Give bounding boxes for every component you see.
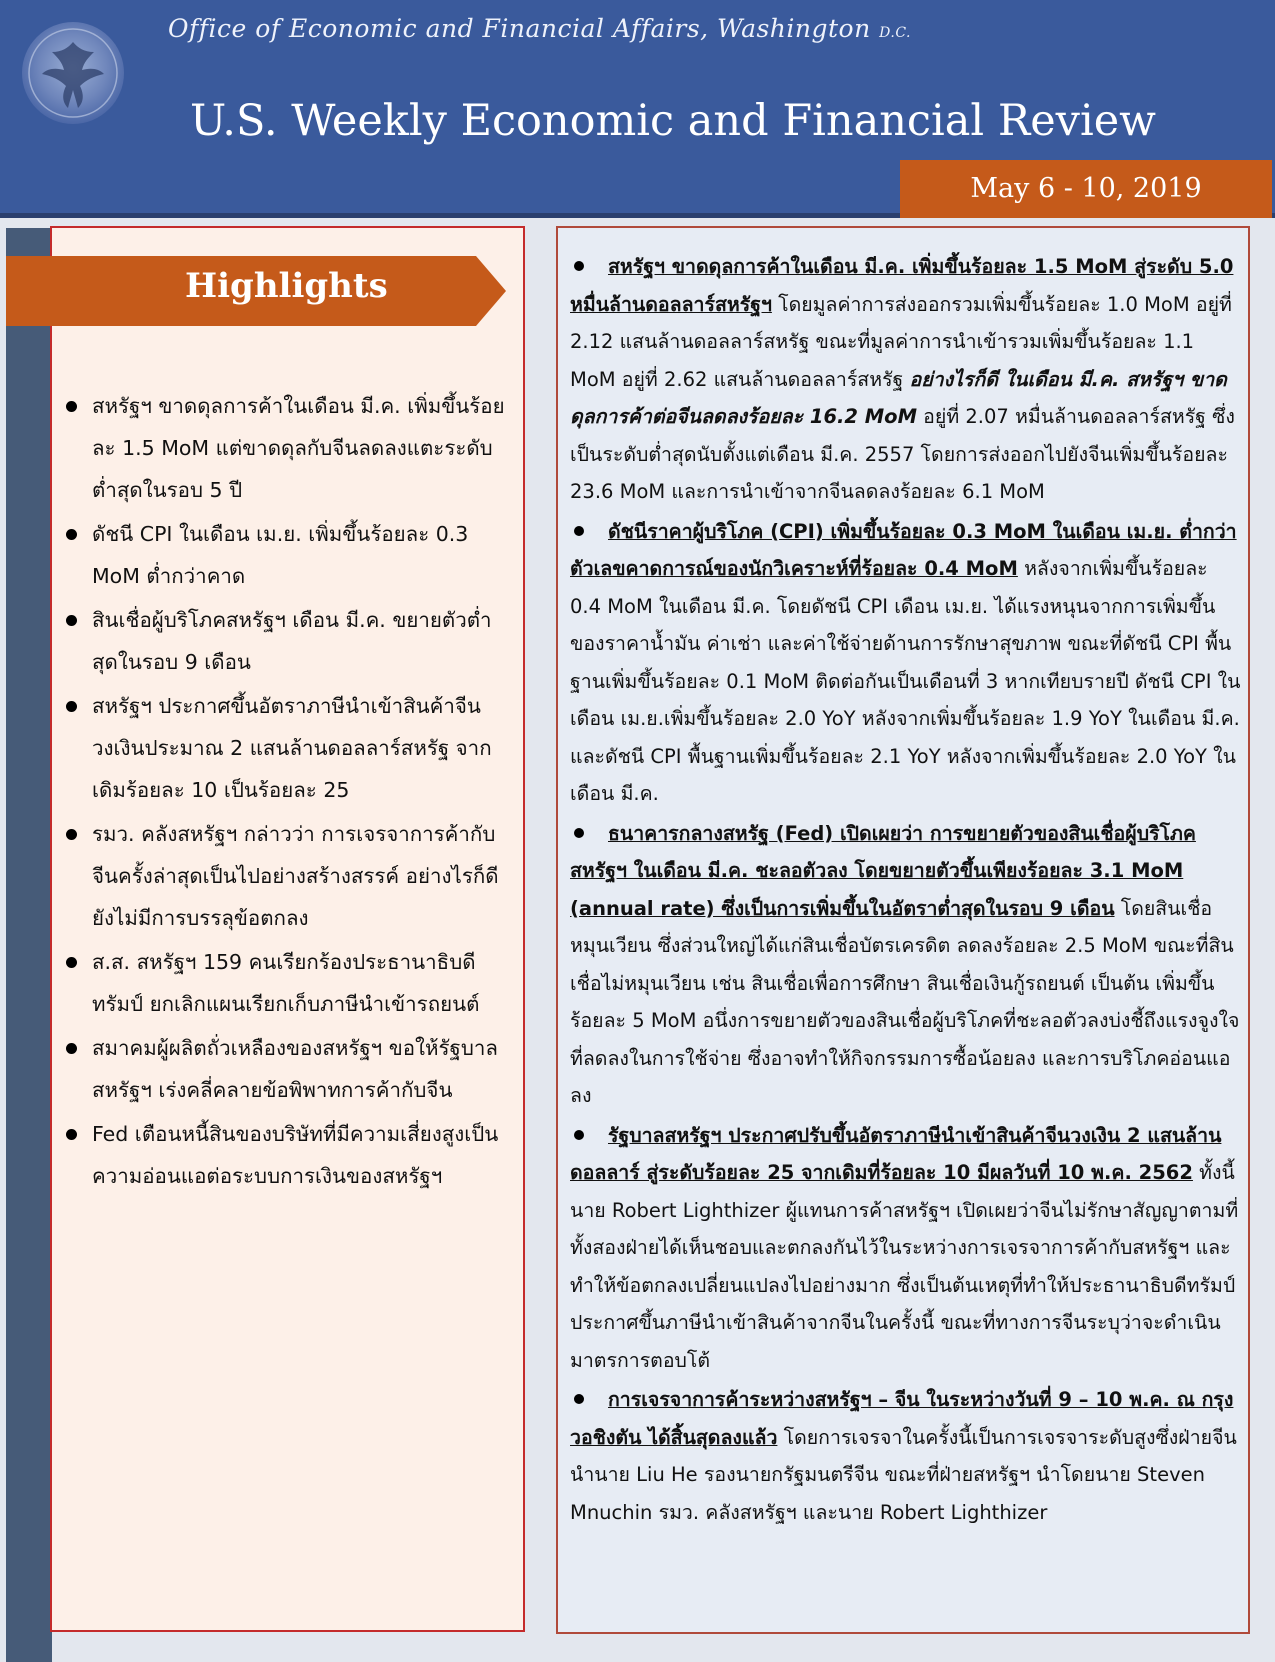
news-list [570, 248, 1242, 1533]
report-title: U.S. Weekly Economic and Financial Review [190, 96, 1156, 146]
news-headline: รัฐบาลสหรัฐฯ ประกาศปรับขึ้นอัตราภาษีนำเข้าสินค้าจีนวงเงิน 2 แสนล้านดอลลาร์ สู่ระดับร้อยละ 25 จากเดิมที่ร้อยละ 10 มีผลวันที่ 10 พ.ค. 2562 [570, 1123, 1222, 1184]
bullet-icon [574, 1394, 584, 1404]
header-banner [0, 0, 1275, 218]
news-item [570, 815, 1242, 1115]
highlights-title: Highlights [185, 266, 388, 306]
highlight-item: ดัชนี CPI ในเดือน เม.ย. เพิ่มขึ้นร้อยละ 0.3 MoM ต่ำกว่าคาด [60, 513, 510, 597]
left-decorative-strip [6, 228, 52, 1662]
bullet-icon [574, 526, 584, 536]
news-body: โดยการเจรจาในครั้งนี้เป็นการเจรจาระดับสูงซึ่งฝ่ายจีนนำนาย Liu He รองนายกรัฐมนตรีจีน ขณะที่ฝ่ายสหรัฐฯ นำโดยนาย Steven Mnuchin รมว. คลังสหรัฐฯ และนาย Robert Lighthizer [570, 1425, 1237, 1524]
bullet-icon [574, 1130, 584, 1140]
highlight-item: สหรัฐฯ ประกาศขึ้นอัตราภาษีนำเข้าสินค้าจีนวงเงินประมาณ 2 แสนล้านดอลลาร์สหรัฐ จากเดิมร้อยละ 10 เป็นร้อยละ 25 [60, 685, 510, 811]
highlight-item: รมว. คลังสหรัฐฯ กล่าวว่า การเจรจาการค้ากับจีนครั้งล่าสุดเป็นไปอย่างสร้างสรรค์ อย่างไรก็ดียังไม่มีการบรรลุข้อตกลง [60, 813, 510, 939]
news-body: โดยสินเชื่อหมุนเวียน ซึ่งส่วนใหญ่ได้แก่สินเชื่อบัตรเครดิต ลดลงร้อยละ 2.5 MoM ขณะที่สินเชื่อไม่หมุนเวียน เช่น สินเชื่อเพื่อการศึกษา สินเชื่อเงินกู้รถยนต์ เป็นต้น เพิ่มขึ้นร้อยละ 5 MoM อนึ่งการขยายตัวของสินเชื่อผู้บริโภคที่ชะลอตัวลงบ่งชี้ถึงแรงจูงใจที่ลดลงในการใช้จ่าย ซึ่งอาจทำให้กิจกรรมการซื้อน้อยลง และการบริโภคอ่อนแอลง [570, 896, 1240, 1107]
news-headline: สหรัฐฯ ขาดดุลการค้าในเดือน มี.ค. เพิ่มขึ้นร้อยละ 1.5 MoM สู่ระดับ 5.0 หมื่นล้านดอลลาร์สหรัฐฯ [570, 255, 1234, 316]
highlight-item: สินเชื่อผู้บริโภคสหรัฐฯ เดือน มี.ค. ขยายตัวต่ำสุดในรอบ 9 เดือน [60, 599, 510, 683]
office-suffix: D.C. [879, 25, 911, 41]
bullet-icon [574, 261, 584, 271]
office-text: Office of Economic and Financial Affairs, Washington [168, 14, 871, 43]
highlight-item: ส.ส. สหรัฐฯ 159 คนเรียกร้องประธานาธิบดีทรัมป์ ยกเลิกแผนเรียกเก็บภาษีนำเข้ารถยนต์ [60, 941, 510, 1025]
news-item [570, 513, 1242, 813]
news-tail: อยู่ที่ 2.07 หมื่นล้านดอลลาร์สหรัฐ ซึ่งเป็นระดับต่ำสุดนับตั้งแต่เดือน มี.ค. 2557 โดยการส่งออกไปยังจีนเพิ่มขึ้นร้อยละ 23.6 MoM และการนำเข้าจากจีนลดลงร้อยละ 6.1 MoM [570, 405, 1235, 503]
news-item [570, 1117, 1242, 1380]
eagle-seal-logo [22, 22, 124, 124]
highlight-item: สหรัฐฯ ขาดดุลการค้าในเดือน มี.ค. เพิ่มขึ้นร้อยละ 1.5 MoM แต่ขาดดุลกับจีนลดลงแตะระดับต่ำสุดในรอบ 5 ปี [60, 385, 510, 511]
news-body: โดยมูลค่าการส่งออกรวมเพิ่มขึ้นร้อยละ 1.0 MoM อยู่ที่ 2.12 แสนล้านดอลลาร์สหรัฐ ขณะที่มูลค่าการนำเข้ารวมเพิ่มขึ้นร้อยละ 1.1 MoM อยู่ที่ 2.62 แสนล้านดอลลาร์สหรัฐ [570, 292, 1232, 391]
bullet-icon [574, 828, 584, 838]
office-name [168, 14, 911, 43]
news-body: ทั้งนี้นาย Robert Lighthizer ผู้แทนการค้าสหรัฐฯ เปิดเผยว่าจีนไม่รักษาสัญญาตามที่ทั้งสองฝ่ายได้เห็นชอบและตกลงกันไว้ในระหว่างการเจรจาการค้ากับสหรัฐฯ และทำให้ข้อตกลงเปลี่ยนแปลงไปอย่างมาก ซึ่งเป็นต้นเหตุที่ทำให้ประธานาธิบดีทรัมป์ ประกาศขึ้นภาษีนำเข้าสินค้าจากจีนในครั้งนี้ ขณะที่ทางการจีนระบุว่าจะดำเนินมาตรการตอบโต้ [570, 1161, 1239, 1372]
news-item [570, 1381, 1242, 1531]
news-emphasis: อย่างไรก็ดี ในเดือน มี.ค. สหรัฐฯ ขาดดุลการค้าต่อจีนลดลงร้อยละ 16.2 MoM [570, 367, 1227, 428]
news-headline: การเจรจาการค้าระหว่างสหรัฐฯ – จีน ในระหว่างวันที่ 9 – 10 พ.ค. ณ กรุงวอชิงตัน ได้สิ้นสุดลงแล้ว [570, 1388, 1234, 1449]
highlights-list [60, 385, 510, 1199]
news-headline: ธนาคารกลางสหรัฐ (Fed) เปิดเผยว่า การขยายตัวของสินเชื่อผู้บริโภคสหรัฐฯ ในเดือน มี.ค. ชะลอตัวลง โดยขยายตัวขึ้นเพียงร้อยละ 3.1 MoM (annual rate) ซึ่งเป็นการเพิ่มขึ้นในอัตราต่ำสุดในรอบ 9 เดือน [570, 821, 1196, 920]
report-date: May 6 - 10, 2019 [900, 160, 1272, 218]
highlight-item: สมาคมผู้ผลิตถั่วเหลืองของสหรัฐฯ ขอให้รัฐบาลสหรัฐฯ เร่งคลี่คลายข้อพิพาทการค้ากับจีน [60, 1027, 510, 1111]
news-headline: ดัชนีราคาผู้บริโภค (CPI) เพิ่มขึ้นร้อยละ 0.3 MoM ในเดือน เม.ย. ต่ำกว่าตัวเลขคาดการณ์ของนักวิเคราะห์ที่ร้อยละ 0.4 MoM [570, 519, 1237, 580]
news-item [570, 248, 1242, 511]
eagle-icon [22, 22, 124, 124]
news-body: หลังจากเพิ่มขึ้นร้อยละ 0.4 MoM ในเดือน มี.ค. โดยดัชนี CPI เดือน เม.ย. ได้แรงหนุนจากการเพิ่มขึ้นของราคาน้ำมัน ค่าเช่า และค่าใช้จ่ายด้านการรักษาสุขภาพ ขณะที่ดัชนี CPI พื้นฐานเพิ่มขึ้นร้อยละ 0.1 MoM ติดต่อกันเป็นเดือนที่ 3 หากเทียบรายปี ดัชนี CPI ในเดือน เม.ย.เพิ่มขึ้นร้อยละ 2.0 YoY หลังจากเพิ่มขึ้นร้อยละ 1.9 YoY ในเดือน มี.ค. และดัชนี CPI พื้นฐานเพิ่มขึ้นร้อยละ 2.1 YoY หลังจากเพิ่มขึ้นร้อยละ 2.0 YoY ในเดือน มี.ค. [570, 557, 1241, 805]
highlight-item: Fed เตือนหนี้สินของบริษัทที่มีความเสี่ยงสูงเป็นความอ่อนแอต่อระบบการเงินของสหรัฐฯ [60, 1113, 510, 1197]
